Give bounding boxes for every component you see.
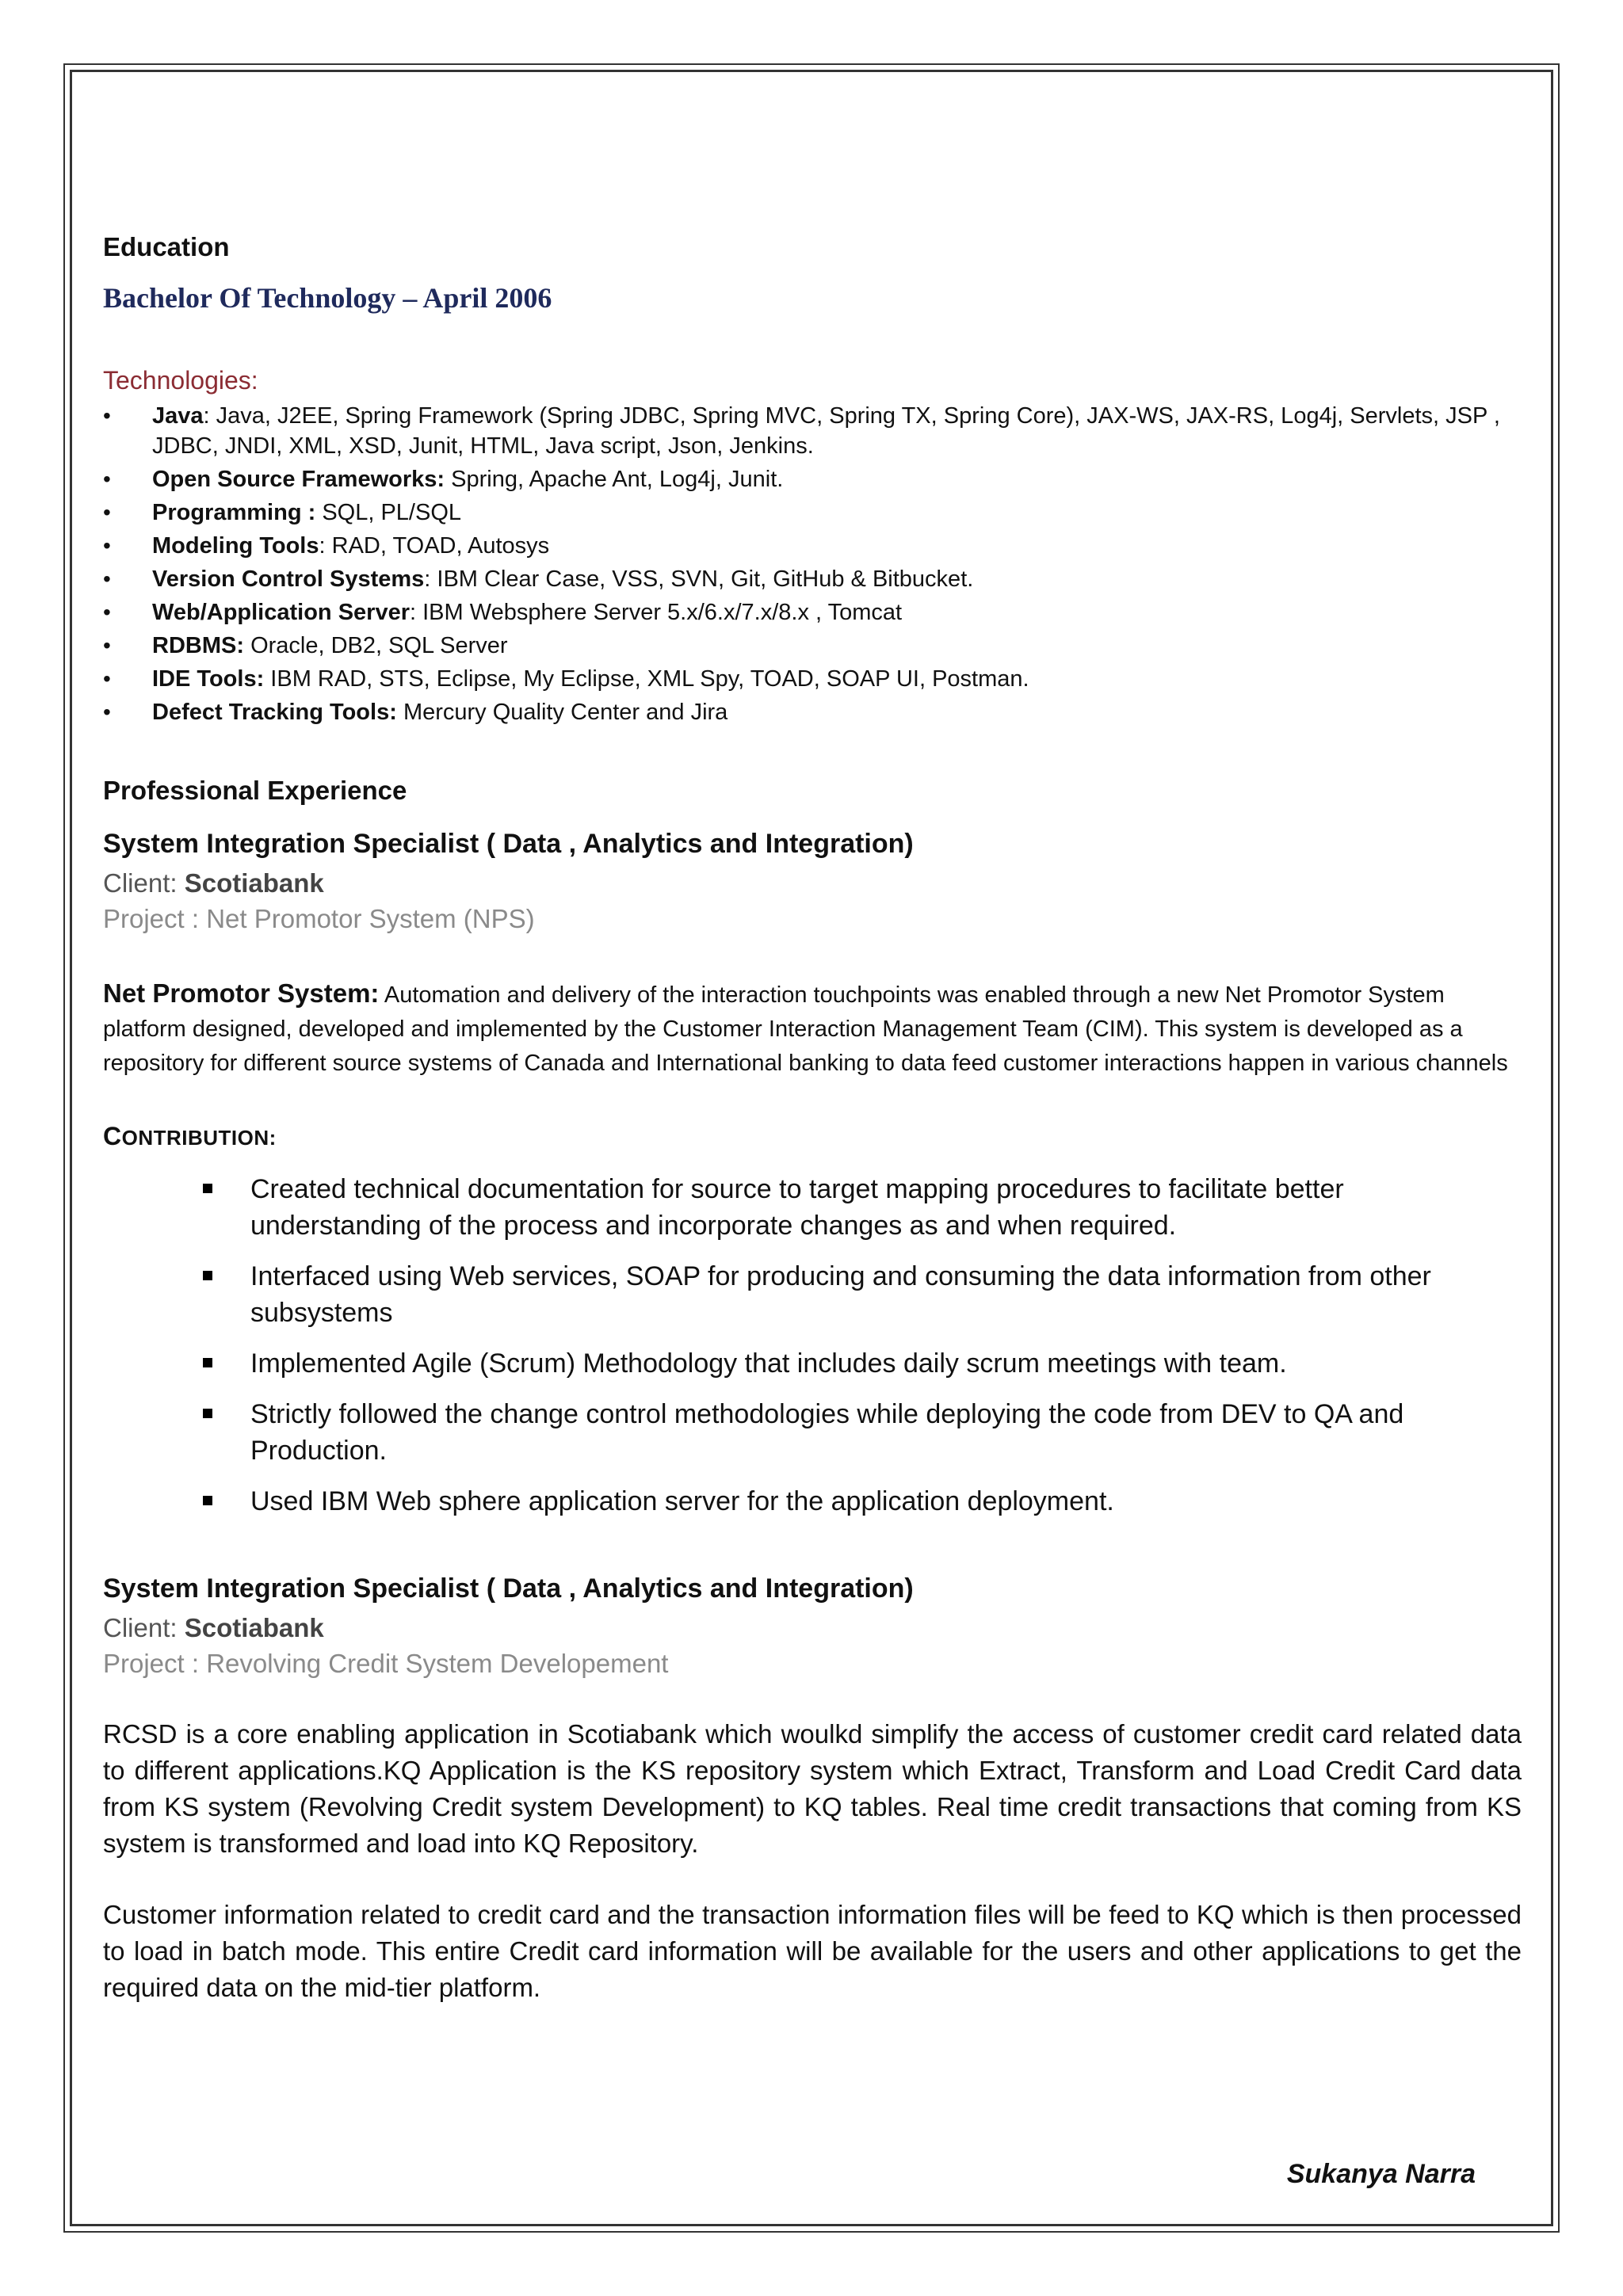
education-heading: Education bbox=[103, 232, 230, 261]
description-lead: Net Promotor System: bbox=[103, 978, 380, 1008]
tech-separator: : bbox=[410, 600, 423, 625]
tech-value: Oracle, DB2, SQL Server bbox=[250, 633, 508, 658]
tech-label: RDBMS: bbox=[152, 633, 244, 658]
square-bullet-icon bbox=[203, 1409, 212, 1418]
tech-separator: : bbox=[319, 533, 332, 559]
tech-label: Defect Tracking Tools: bbox=[152, 700, 397, 725]
tech-label: Version Control Systems bbox=[152, 566, 425, 592]
tech-label: Web/Application Server bbox=[152, 600, 410, 625]
square-bullet-icon bbox=[203, 1358, 212, 1367]
list-item: Implemented Agile (Scrum) Methodology that includes daily scrum meetings with team. bbox=[103, 1345, 1522, 1382]
tech-value: Java, J2EE, Spring Framework (Spring JDBC, Spring MVC, Spring TX, Spring Core), JAX-WS, JAX-RS, Log4j, Servlets, JSP , JDBC, JNDI, XML, XSD, Junit, HTML, Java script, Json, Jenkins. bbox=[152, 403, 1500, 459]
job-role: System Integration Specialist ( Data , Analytics and Integration) bbox=[103, 1573, 914, 1604]
tech-label: Open Source Frameworks: bbox=[152, 467, 445, 492]
square-bullet-icon bbox=[203, 1184, 212, 1193]
tech-label: Modeling Tools bbox=[152, 533, 319, 559]
resume-content bbox=[103, 230, 1522, 2006]
tech-item bbox=[103, 401, 1522, 461]
job-paragraph: Customer information related to credit card and the transaction information files will be feed to KQ which is then processed to load in batch mode. This entire Credit card information will be available for the users and other applications to get the required data on the mid-tier platform. bbox=[103, 1900, 1522, 2002]
tech-item bbox=[103, 531, 1522, 561]
tech-separator bbox=[244, 633, 250, 658]
tech-item bbox=[103, 564, 1522, 594]
tech-value: Mercury Quality Center and Jira bbox=[403, 700, 728, 725]
bullet-icon: • bbox=[103, 403, 111, 428]
list-item: Used IBM Web sphere application server for the application deployment. bbox=[103, 1483, 1522, 1520]
square-bullet-icon bbox=[203, 1496, 212, 1505]
client-name: Scotiabank bbox=[184, 1613, 324, 1642]
list-item: Interfaced using Web services, SOAP for producing and consuming the data information from other subsystems bbox=[103, 1258, 1522, 1331]
tech-value: Spring, Apache Ant, Log4j, Junit. bbox=[451, 467, 784, 492]
degree: Bachelor Of Technology – April 2006 bbox=[103, 282, 552, 314]
tech-label: IDE Tools: bbox=[152, 666, 265, 692]
job-description bbox=[103, 976, 1522, 1081]
job-project: Project : Net Promotor System (NPS) bbox=[103, 904, 535, 933]
tech-value: RAD, TOAD, Autosys bbox=[331, 533, 550, 559]
tech-separator: : bbox=[424, 566, 437, 592]
client-label: Client: bbox=[103, 868, 185, 898]
job-paragraph: RCSD is a core enabling application in Scotiabank which woulkd simplify the access of customer credit card related data to different applications.KQ Application is the KS repository system which Extract, Transform and Load Credit Card data from KS system (Revolving Credit system Development) to KQ tables. Real time credit transactions that coming from KS system is transformed and load into KQ Repository. bbox=[103, 1719, 1522, 1858]
bullet-icon: • bbox=[103, 467, 111, 491]
tech-item bbox=[103, 697, 1522, 727]
technologies-list bbox=[103, 401, 1522, 727]
experience-heading: Professional Experience bbox=[103, 776, 407, 805]
bullet-icon: • bbox=[103, 633, 111, 658]
tech-item bbox=[103, 498, 1522, 528]
tech-value: IBM Websphere Server 5.x/6.x/7.x/8.x , Tomcat bbox=[422, 600, 903, 625]
bullet-icon: • bbox=[103, 566, 111, 591]
bullet-icon: • bbox=[103, 500, 111, 524]
contribution-heading: CONTRIBUTION: bbox=[103, 1122, 277, 1150]
bullet-icon: • bbox=[103, 700, 111, 724]
job-project: Project : Revolving Credit System Developement bbox=[103, 1649, 669, 1678]
tech-separator: : bbox=[203, 403, 216, 429]
job-role: System Integration Specialist ( Data , Analytics and Integration) bbox=[103, 829, 914, 859]
client-label: Client: bbox=[103, 1613, 185, 1642]
tech-separator bbox=[445, 467, 451, 492]
job-client bbox=[103, 1610, 1522, 1646]
tech-item bbox=[103, 631, 1522, 661]
bullet-icon: • bbox=[103, 533, 111, 558]
tech-label: Programming : bbox=[152, 500, 316, 525]
description-text: Automation and delivery of the interaction touchpoints was enabled through a new Net Promotor System platform designed, developed and implemented by the Customer Interaction Management Team (CIM). This system is developed as a repository for different source systems of Canada and International banking to data feed customer interactions happen in various channels bbox=[103, 982, 1508, 1076]
bullet-icon: • bbox=[103, 600, 111, 624]
tech-value: IBM RAD, STS, Eclipse, My Eclipse, XML Spy, TOAD, SOAP UI, Postman. bbox=[270, 666, 1029, 692]
bullet-icon: • bbox=[103, 666, 111, 691]
tech-item bbox=[103, 597, 1522, 627]
client-name: Scotiabank bbox=[184, 868, 324, 898]
tech-item bbox=[103, 664, 1522, 694]
list-item: Created technical documentation for source to target mapping procedures to facilitate better understanding of the process and incorporate changes as and when required. bbox=[103, 1171, 1522, 1244]
list-item: Strictly followed the change control methodologies while deploying the code from DEV to QA and Production. bbox=[103, 1396, 1522, 1469]
tech-separator bbox=[397, 700, 403, 725]
signature-name: Sukanya Narra bbox=[1286, 2159, 1476, 2189]
square-bullet-icon bbox=[203, 1271, 212, 1280]
tech-label: Java bbox=[152, 403, 204, 429]
tech-value: IBM Clear Case, VSS, SVN, Git, GitHub & Bitbucket. bbox=[437, 566, 974, 592]
job-client bbox=[103, 865, 1522, 902]
tech-value: SQL, PL/SQL bbox=[322, 500, 462, 525]
contribution-list bbox=[103, 1171, 1522, 1520]
technologies-heading: Technologies: bbox=[103, 366, 258, 395]
tech-item bbox=[103, 464, 1522, 494]
